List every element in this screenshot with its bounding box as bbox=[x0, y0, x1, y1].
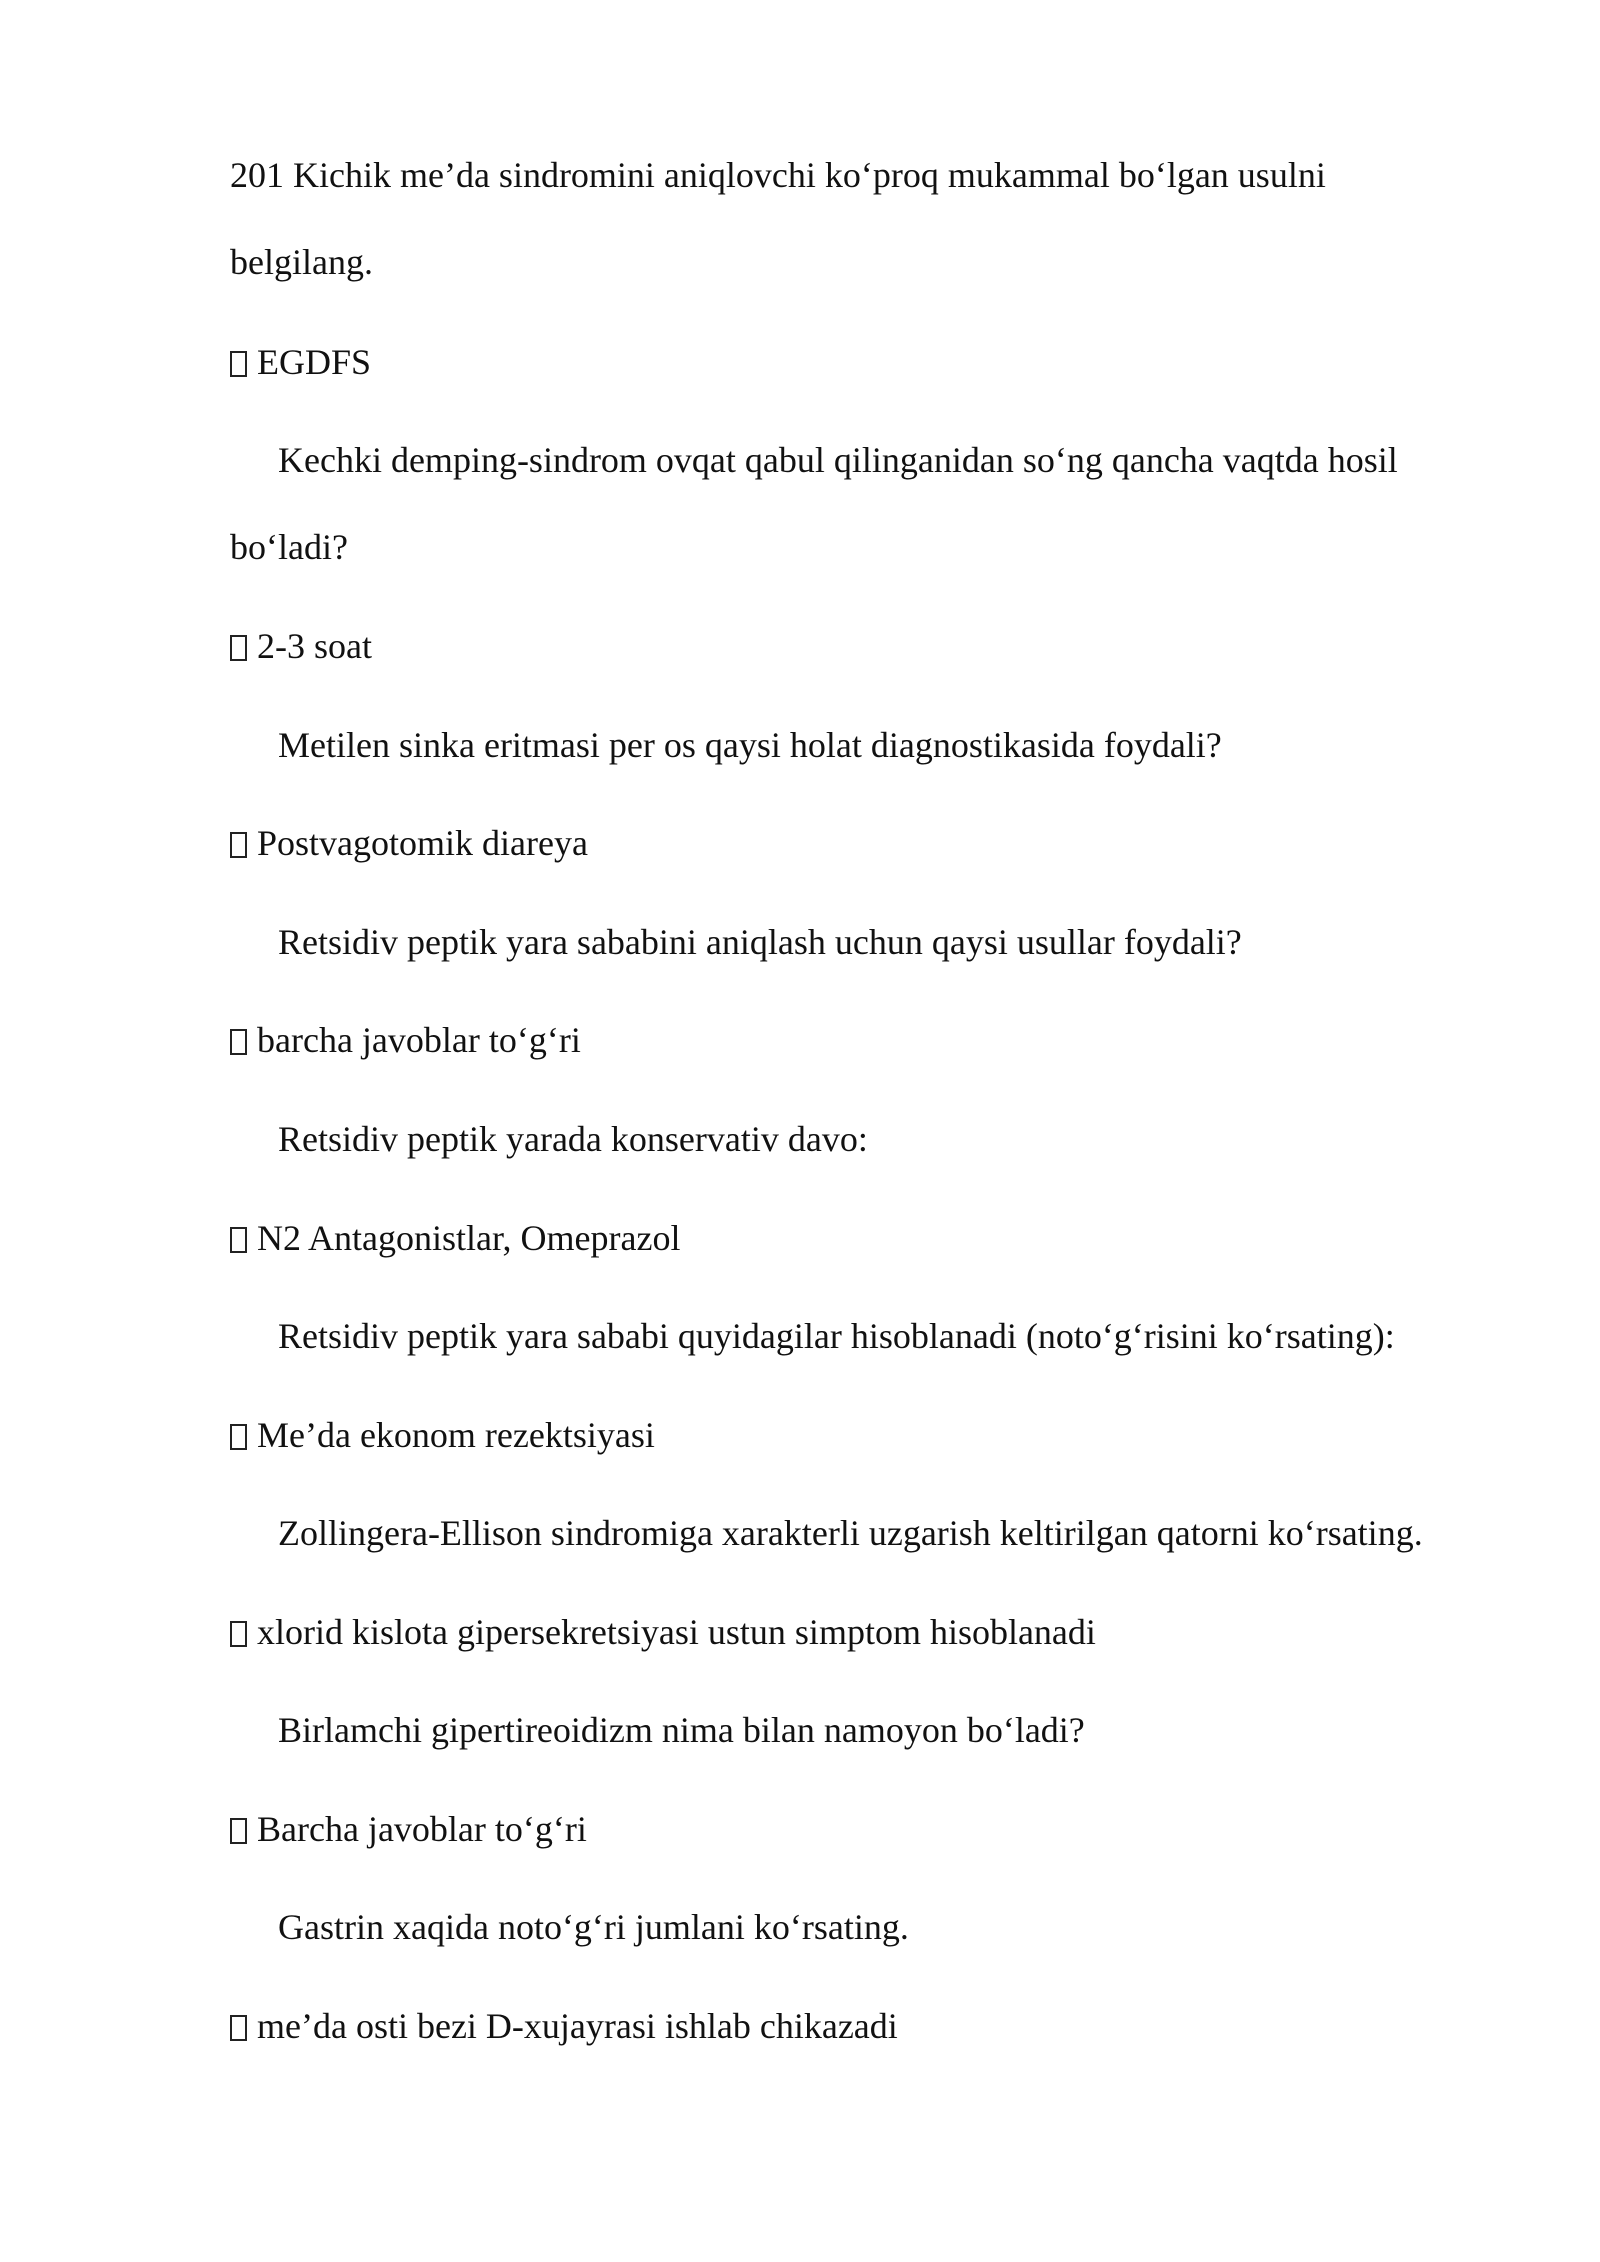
checkbox-icon bbox=[230, 832, 247, 858]
question-text: Retsidiv peptik yara sababi quyidagilar hisoblanadi (noto‘g‘risini ko‘rsating): bbox=[278, 1316, 1395, 1356]
checkbox-icon bbox=[230, 1227, 247, 1253]
answer-line bbox=[230, 821, 588, 865]
answer-line bbox=[230, 1610, 1096, 1654]
answer-line bbox=[230, 340, 371, 384]
answer-line bbox=[230, 1413, 655, 1457]
answer-text: N2 Antagonistlar, Omeprazol bbox=[257, 1218, 681, 1258]
checkbox-icon bbox=[230, 351, 247, 377]
answer-text: barcha javoblar to‘g‘ri bbox=[257, 1020, 581, 1060]
question-text: Metilen sinka eritmasi per os qaysi holat diagnostikasida foydali? bbox=[278, 725, 1222, 765]
answer-text: xlorid kislota gipersekretsiyasi ustun simptom hisoblanadi bbox=[257, 1612, 1096, 1652]
checkbox-icon bbox=[230, 1621, 247, 1647]
question-text: Retsidiv peptik yarada konservativ davo: bbox=[278, 1119, 868, 1159]
answer-text: me’da osti bezi D-xujayrasi ishlab chikazadi bbox=[257, 2006, 898, 2046]
checkbox-icon bbox=[230, 1818, 247, 1844]
answer-text: 2-3 soat bbox=[257, 626, 372, 666]
answer-line bbox=[230, 624, 372, 668]
question-text: Gastrin xaqida noto‘g‘ri jumlani ko‘rsating. bbox=[278, 1907, 909, 1947]
answer-line bbox=[230, 2004, 898, 2048]
answer-text: Postvagotomik diareya bbox=[257, 823, 588, 863]
question-text: Zollingera-Ellison sindromiga xarakterli uzgarish keltirilgan qatorni ko‘rsating. bbox=[278, 1513, 1423, 1553]
question-text: Birlamchi gipertireoidizm nima bilan namoyon bo‘ladi? bbox=[278, 1710, 1085, 1750]
answer-text: Me’da ekonom rezektsiyasi bbox=[257, 1415, 655, 1455]
question-text-continued: bo‘ladi? bbox=[230, 527, 348, 567]
checkbox-icon bbox=[230, 1029, 247, 1055]
answer-text: EGDFS bbox=[257, 342, 372, 382]
answer-line bbox=[230, 1018, 581, 1062]
question-text: 201 Kichik me’da sindromini aniqlovchi ko‘proq mukammal bo‘lgan usulni bbox=[230, 155, 1326, 195]
answer-text: Barcha javoblar to‘g‘ri bbox=[257, 1809, 587, 1849]
checkbox-icon bbox=[230, 2015, 247, 2041]
question-text-continued: belgilang. bbox=[230, 242, 373, 282]
checkbox-icon bbox=[230, 635, 247, 661]
question-text: Retsidiv peptik yara sababini aniqlash uchun qaysi usullar foydali? bbox=[278, 922, 1242, 962]
answer-line bbox=[230, 1216, 680, 1260]
checkbox-icon bbox=[230, 1424, 247, 1450]
answer-line bbox=[230, 1807, 587, 1851]
question-text: Kechki demping-sindrom ovqat qabul qilinganidan so‘ng qancha vaqtda hosil bbox=[278, 440, 1398, 480]
